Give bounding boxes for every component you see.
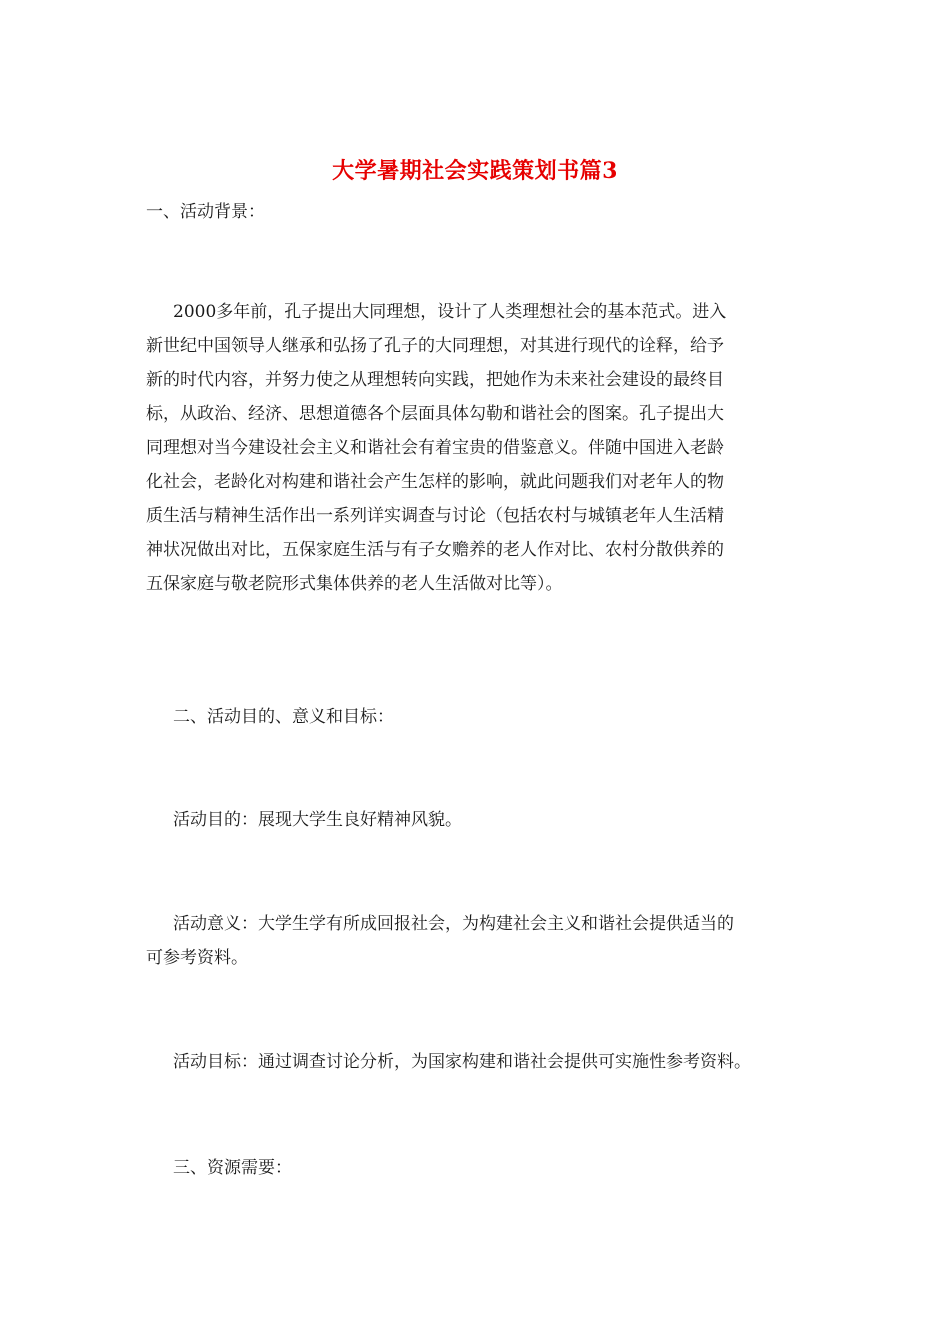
paragraph-line: 神状况做出对比，五保家庭生活与有子女赡养的老人作对比、农村分散供养的: [146, 540, 724, 560]
activity-significance: [146, 907, 806, 975]
paragraph-line: 化社会，老龄化对构建和谐社会产生怎样的影响，就此问题我们对老年人的物: [146, 472, 724, 492]
section-1-heading: 一、活动背景：: [146, 202, 265, 222]
section-3-heading: 三、资源需要：: [173, 1158, 292, 1178]
paragraph-line: 同理想对当今建设社会主义和谐社会有着宝贵的借鉴意义。伴随中国进入老龄: [146, 438, 724, 458]
paragraph-line: 可参考资料。: [146, 948, 248, 968]
paragraph-line: 五保家庭与敬老院形式集体供养的老人生活做对比等）。: [146, 574, 563, 594]
paragraph-line: 新世纪中国领导人继承和弘扬了孔子的大同理想，对其进行现代的诠释，给予: [146, 336, 724, 356]
section-2-heading: 二、活动目的、意义和目标：: [173, 707, 394, 727]
activity-goal: 活动目标：通过调查讨论分析，为国家构建和谐社会提供可实施性参考资料。: [173, 1052, 751, 1072]
document-title: 大学暑期社会实践策划书篇3: [332, 158, 618, 184]
paragraph-line: 新的时代内容，并努力使之从理想转向实践，把她作为未来社会建设的最终目: [146, 370, 724, 390]
section-1-paragraph: [146, 295, 806, 601]
activity-purpose: 活动目的：展现大学生良好精神风貌。: [173, 810, 462, 830]
paragraph-line: 2000多年前，孔子提出大同理想，设计了人类理想社会的基本范式。进入: [173, 302, 727, 322]
paragraph-line: 质生活与精神生活作出一系列详实调查与讨论（包括农村与城镇老年人生活精: [146, 506, 724, 526]
paragraph-line: 活动意义：大学生学有所成回报社会，为构建社会主义和谐社会提供适当的: [173, 914, 734, 934]
paragraph-line: 标，从政治、经济、思想道德各个层面具体勾勒和谐社会的图案。孔子提出大: [146, 404, 724, 424]
